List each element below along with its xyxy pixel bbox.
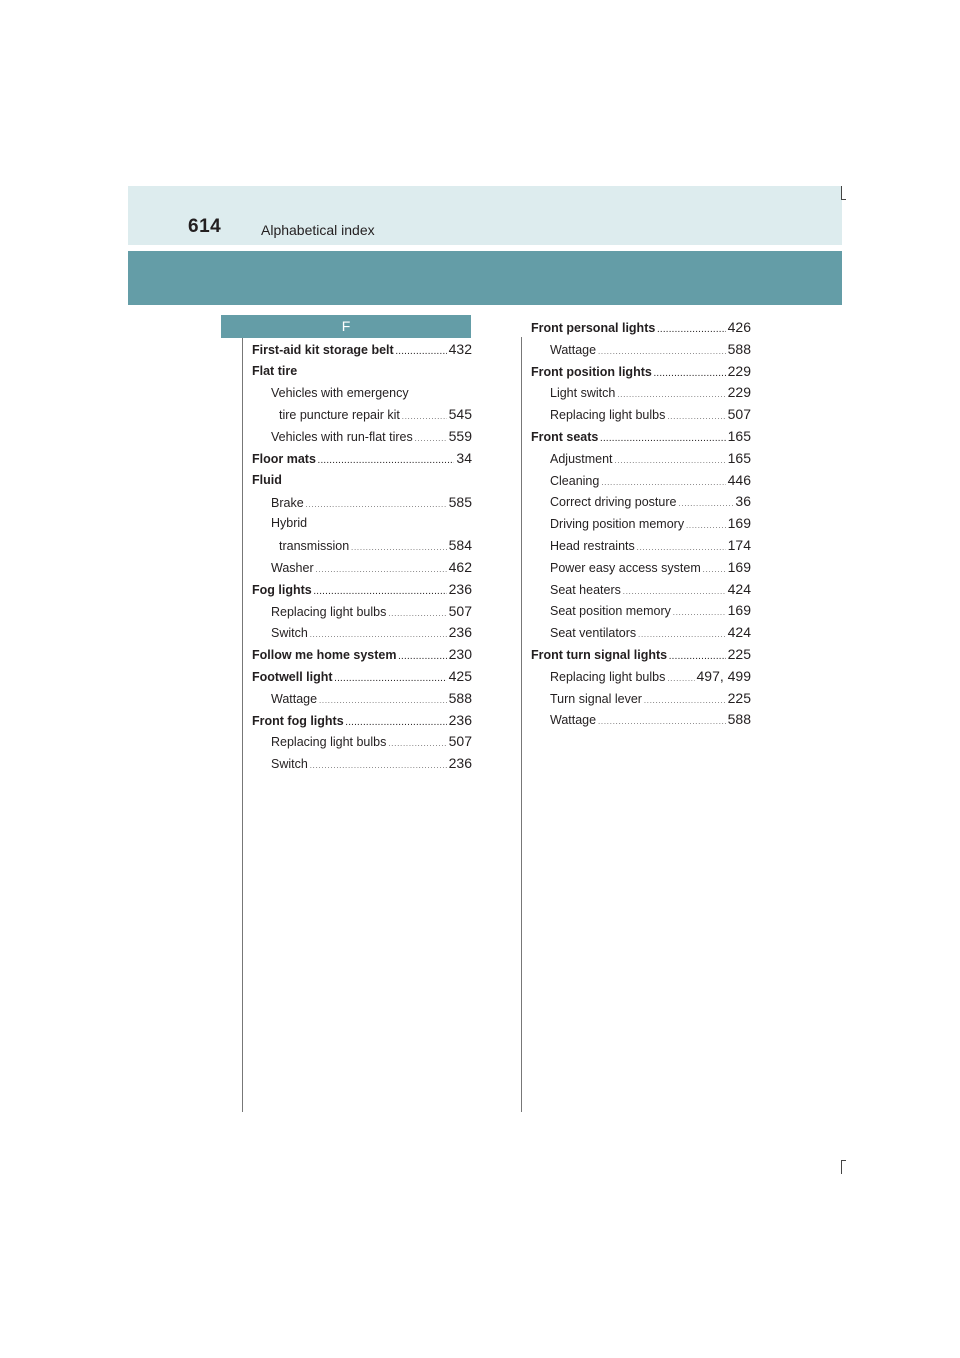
index-entry-page: 169	[727, 602, 751, 619]
index-entry	[550, 709, 751, 729]
index-entry-term: Footwell light	[252, 670, 333, 684]
index-entry	[550, 535, 751, 555]
index-entry-term: Brake	[271, 495, 304, 510]
index-entry	[252, 579, 472, 599]
crop-mark-bottom-foot	[841, 1160, 846, 1161]
index-entry	[252, 644, 472, 664]
index-entry-page: 507	[448, 602, 472, 619]
index-entry-page: 588	[727, 711, 751, 728]
index-entry-page: 425	[448, 668, 472, 684]
index-entry-term: Switch	[271, 757, 308, 772]
dot-leader	[310, 757, 447, 777]
index-entry-term: Head restraints	[550, 539, 635, 553]
index-entry-term: Cleaning	[550, 473, 600, 488]
crop-mark-top-foot	[841, 199, 846, 200]
index-entry-page: 559	[448, 428, 472, 445]
index-entry-term: Wattage	[271, 691, 318, 706]
index-entry-term: Vehicles with run-flat tires	[271, 430, 413, 445]
index-entry-page: 545	[448, 406, 472, 423]
dot-leader	[396, 343, 447, 363]
index-entry-page: 497, 499	[696, 667, 751, 684]
index-letter-heading: F	[221, 315, 471, 338]
index-entry	[550, 666, 751, 686]
index-entry-term: Fog lights	[252, 582, 312, 597]
index-entry	[550, 622, 751, 642]
index-entry-page: 585	[448, 493, 472, 510]
page-number: 614	[188, 216, 222, 237]
section-banner	[128, 251, 842, 305]
index-entry-page: 229	[727, 362, 751, 379]
index-entry	[252, 339, 472, 359]
index-entry-page: 229	[727, 384, 751, 401]
index-entry	[271, 492, 472, 512]
index-entry-page: 236	[448, 580, 472, 597]
crop-mark-top	[841, 186, 842, 200]
section-title: Alphabetical index	[261, 222, 375, 238]
index-entry-term: Wattage	[550, 713, 597, 728]
index-entry	[279, 404, 472, 424]
index-entry-term: Front seats	[531, 430, 599, 444]
index-entry-page: 169	[727, 515, 751, 532]
index-entry	[271, 753, 472, 773]
index-entry-term: Replacing light bulbs	[271, 735, 387, 750]
index-entry	[550, 557, 751, 577]
index-entry-page: 169	[727, 558, 751, 575]
index-entry-page: 236	[448, 755, 472, 772]
index-entry	[550, 579, 751, 599]
index-entry-term: Floor mats	[252, 452, 316, 466]
index-entry-page: 507	[727, 406, 751, 423]
index-entry-page: 426	[727, 319, 751, 335]
index-entry-term: Power easy access system	[550, 560, 701, 575]
index-entry	[550, 688, 751, 708]
index-entry	[271, 557, 472, 577]
index-entry	[531, 644, 751, 664]
index-entry	[550, 382, 751, 402]
index-entry-term: First-aid kit storage belt	[252, 343, 394, 357]
index-entry-term: Replacing light bulbs	[550, 669, 666, 684]
index-entry-page: 424	[727, 580, 751, 597]
index-entry-term: Seat position memory	[550, 604, 671, 619]
index-entry	[271, 601, 472, 621]
index-entry-page: 584	[448, 537, 472, 554]
index-entry-term: Front personal lights	[531, 321, 656, 335]
right-column-rule	[521, 337, 522, 1112]
index-entry-page: 432	[448, 341, 472, 357]
index-entry	[271, 688, 472, 708]
index-entry	[550, 404, 751, 424]
index-entry	[550, 600, 751, 620]
index-entry: Vehicles with emergency	[271, 385, 409, 400]
index-entry-term: Front turn signal lights	[531, 648, 668, 662]
index-entry	[550, 448, 751, 468]
index-entry	[531, 361, 751, 381]
index-entry-page: 588	[727, 340, 751, 357]
index-entry-page: 225	[727, 689, 751, 706]
index-entry: Flat tire	[252, 363, 298, 378]
dot-leader	[318, 452, 455, 472]
index-entry: Fluid	[252, 472, 282, 487]
index-entry-page: 174	[727, 537, 751, 553]
index-entry-page: 236	[448, 624, 472, 641]
index-entry	[279, 535, 472, 555]
index-entry-term: Seat heaters	[550, 582, 621, 597]
index-entry-term: Light switch	[550, 386, 616, 401]
index-entry-page: 165	[727, 449, 751, 466]
index-entry-term: Washer	[271, 561, 314, 575]
index-entry-term: Correct driving posture	[550, 495, 677, 510]
index-entry-page: 588	[448, 689, 472, 706]
index-entry	[252, 666, 472, 686]
index-entry-term: Switch	[271, 626, 308, 641]
index-entry-term: Driving position memory	[550, 517, 685, 532]
crop-mark-bottom	[841, 1160, 842, 1174]
index-entry-page: 225	[727, 646, 751, 662]
index-entry-term: tire puncture repair kit	[279, 408, 400, 423]
index-entry-page: 507	[448, 733, 472, 750]
index-entry	[531, 426, 751, 446]
index-entry-page: 424	[727, 624, 751, 641]
index-entry	[550, 513, 751, 533]
index-entry	[550, 491, 751, 511]
index-entry-term: Replacing light bulbs	[550, 408, 666, 423]
index-entry-page: 230	[448, 646, 472, 663]
index-entry-term: Adjustment	[550, 451, 613, 466]
index-entry-term: Wattage	[550, 342, 597, 357]
index-entry-page: 165	[727, 428, 751, 444]
index-entry	[271, 731, 472, 751]
index-entry	[252, 710, 472, 730]
index-entry	[252, 448, 472, 468]
index-entry-page: 236	[448, 711, 472, 728]
index-entry-page: 446	[727, 471, 751, 488]
index-entry-page: 462	[448, 559, 472, 575]
index-entry	[531, 317, 751, 337]
index-entry: Hybrid	[271, 516, 308, 531]
index-entry-term: Replacing light bulbs	[271, 604, 387, 619]
dot-leader	[306, 496, 447, 516]
index-entry-page: 36	[735, 493, 751, 510]
left-column-rule	[242, 337, 243, 1112]
index-entry-term: Front position lights	[531, 364, 652, 379]
index-entry	[271, 622, 472, 642]
index-entry-term: transmission	[279, 539, 350, 554]
index-entry-page: 34	[456, 450, 472, 466]
index-entry	[271, 426, 472, 446]
header-band	[128, 186, 842, 245]
index-entry-term: Turn signal lever	[550, 691, 642, 706]
index-entry	[550, 339, 751, 359]
index-entry	[550, 470, 751, 490]
index-entry-term: Seat ventilators	[550, 626, 637, 641]
index-entry-term: Front fog lights	[252, 713, 344, 728]
index-entry-term: Follow me home system	[252, 648, 397, 663]
dot-leader	[598, 713, 726, 733]
